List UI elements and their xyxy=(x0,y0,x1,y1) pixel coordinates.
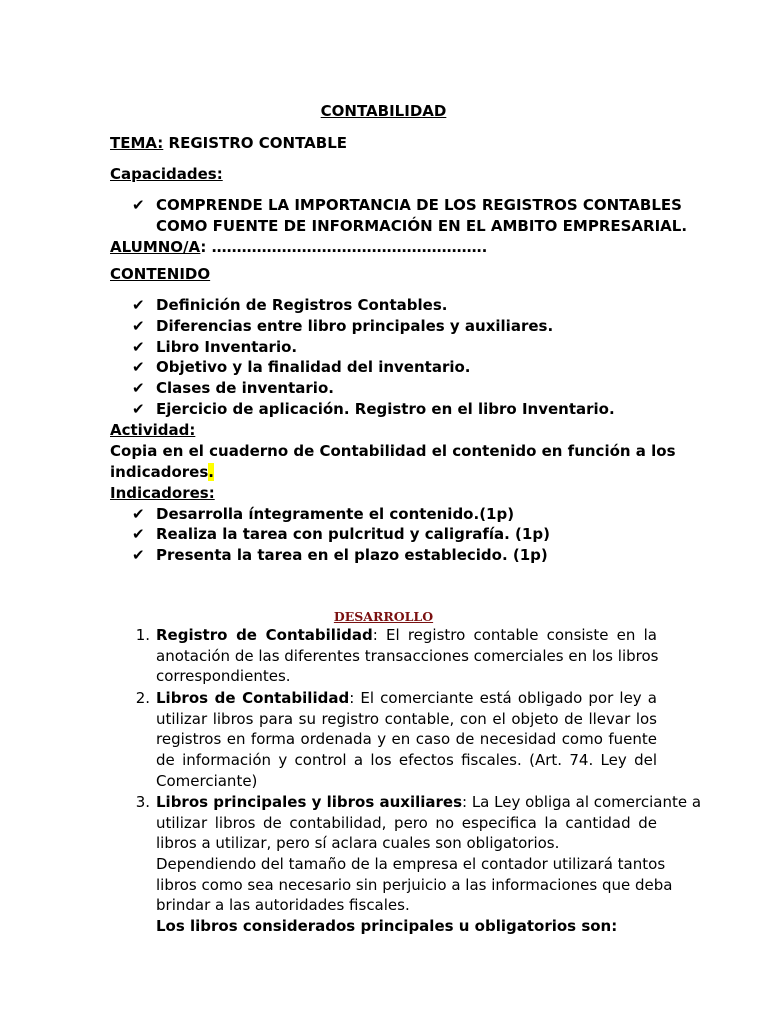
term-definition: : El registro contable consiste en la xyxy=(372,626,657,644)
list-item: Diferencias entre libro principales y auxiliares. xyxy=(156,317,554,335)
alumno-label: ALUMNO/A xyxy=(110,238,201,256)
check-icon: ✔ xyxy=(132,505,145,523)
term: Registro de Contabilidad xyxy=(156,626,373,644)
tema-label: TEMA: xyxy=(110,134,164,152)
list-item: Realiza la tarea con pulcritud y caligrafía. (1p) xyxy=(156,525,550,543)
actividad-heading: Actividad: xyxy=(110,421,196,439)
check-icon: ✔ xyxy=(132,400,145,418)
highlighted-period: . xyxy=(208,463,214,481)
paragraph-line xyxy=(156,625,657,646)
list-item: Definición de Registros Contables. xyxy=(156,296,448,314)
check-icon: ✔ xyxy=(132,379,145,397)
paragraph-line xyxy=(156,792,702,813)
paragraph-line xyxy=(156,688,657,709)
desarrollo-item-2 xyxy=(156,688,657,791)
item-number: 2. xyxy=(135,689,150,707)
list-item: Ejercicio de aplicación. Registro en el libro Inventario. xyxy=(156,400,615,418)
paragraph-line: Comerciante) xyxy=(156,771,258,790)
paragraph-line: correspondientes. xyxy=(156,667,291,686)
paragraph-line: registros en forma ordenada y en caso de necesidad como fuente xyxy=(156,730,657,749)
closing-bold-line: Los libros considerados principales u obligatorios son: xyxy=(156,917,618,936)
check-icon: ✔ xyxy=(132,358,145,376)
term-definition: : La Ley obliga al comerciante a xyxy=(462,793,702,811)
list-item: Objetivo y la finalidad del inventario. xyxy=(156,358,471,376)
paragraph-line: Dependiendo del tamaño de la empresa el contador utilizará tantos xyxy=(156,855,666,874)
desarrollo-item-3 xyxy=(156,792,702,937)
desarrollo-item-1 xyxy=(156,625,657,687)
alumno-blank: : ………………………………………………. xyxy=(200,238,488,256)
paragraph-line: anotación de las diferentes transacciones comerciales en los libros xyxy=(156,646,659,665)
desarrollo-heading: DESARROLLO xyxy=(333,609,434,624)
paragraph-line: utilizar libros de contabilidad, pero no especifica la cantidad de xyxy=(156,813,657,832)
item-number: 1. xyxy=(135,626,150,644)
term: Libros de Contabilidad xyxy=(156,689,350,707)
term: Libros principales y libros auxiliares xyxy=(156,793,462,811)
paragraph-line: utilizar libros para su registro contable, con el objeto de llevar los xyxy=(156,709,657,728)
check-icon: ✔ xyxy=(132,317,145,335)
alumno-line xyxy=(110,237,487,257)
list-item: Libro Inventario. xyxy=(156,338,298,356)
check-icon: ✔ xyxy=(132,525,145,543)
item-number: 3. xyxy=(135,793,150,811)
capacidades-heading: Capacidades: xyxy=(110,165,223,183)
check-icon: ✔ xyxy=(132,338,145,356)
check-icon: ✔ xyxy=(132,546,145,564)
tema-value: REGISTRO CONTABLE xyxy=(163,134,347,152)
page-title: CONTABILIDAD xyxy=(320,102,447,120)
capacidad-line-2: COMO FUENTE DE INFORMACIÓN EN EL AMBITO EMPRESARIAL. xyxy=(156,217,688,235)
actividad-text: indicadores xyxy=(110,463,209,481)
list-item: Desarrolla íntegramente el contenido.(1p) xyxy=(156,505,515,523)
paragraph-line: libros como sea necesario sin perjuicio a las informaciones que deba xyxy=(156,875,673,894)
actividad-text-line-2 xyxy=(110,462,214,482)
contenido-heading: CONTENIDO xyxy=(110,265,211,283)
list-item: Presenta la tarea en el plazo establecido. (1p) xyxy=(156,546,548,564)
tema-line xyxy=(110,133,347,153)
paragraph-line: de información y control a los efectos fiscales. (Art. 74. Ley del xyxy=(156,751,657,770)
indicadores-heading: Indicadores: xyxy=(110,484,215,502)
capacidad-line-1: COMPRENDE LA IMPORTANCIA DE LOS REGISTROS CONTABLES xyxy=(156,196,682,214)
check-icon: ✔ xyxy=(132,196,145,214)
paragraph-line: libros a utilizar, pero sí aclara cuales son obligatorios. xyxy=(156,834,560,853)
actividad-text-line-1: Copia en el cuaderno de Contabilidad el contenido en función a los xyxy=(110,442,676,460)
term-definition: : El comerciante está obligado por ley a xyxy=(349,689,657,707)
check-icon: ✔ xyxy=(132,296,145,314)
paragraph-line: brindar a las autoridades fiscales. xyxy=(156,896,410,915)
list-item: Clases de inventario. xyxy=(156,379,334,397)
